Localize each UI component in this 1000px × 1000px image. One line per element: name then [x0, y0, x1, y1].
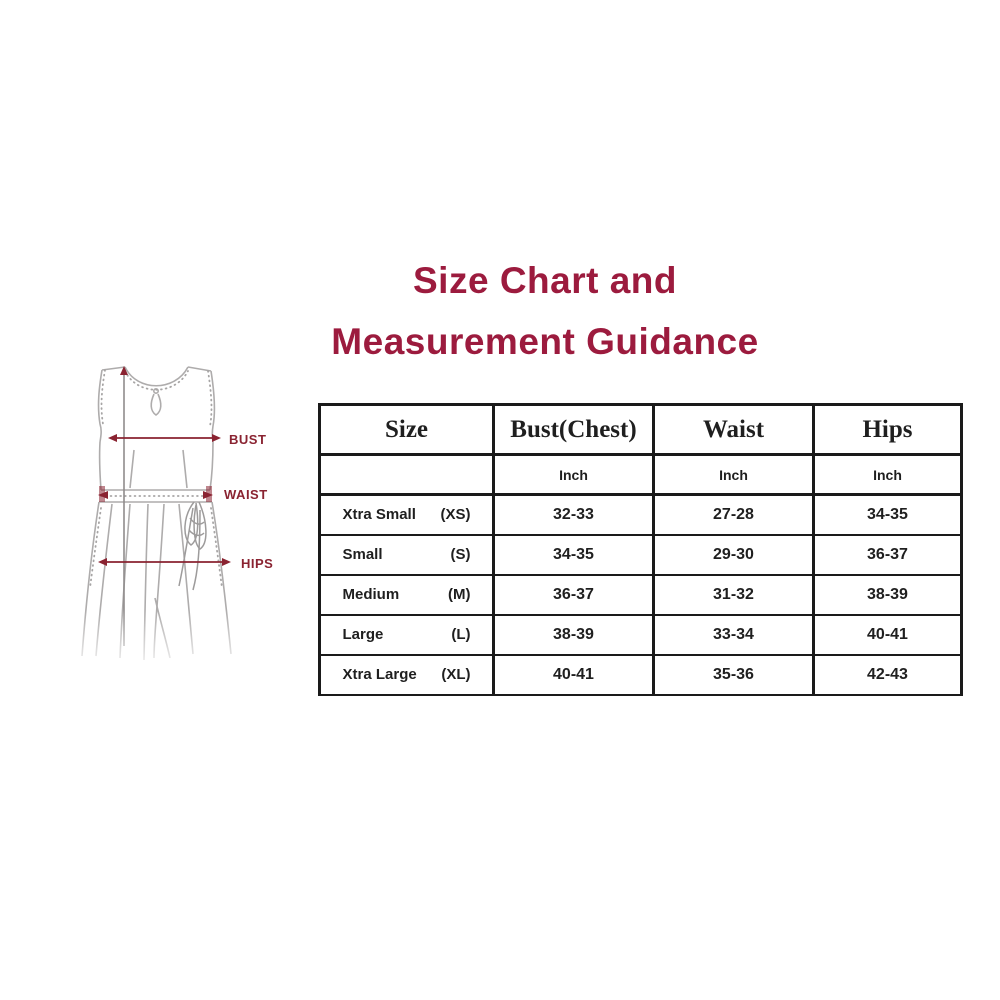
sketch-fade [72, 610, 324, 678]
waist-cell: 29-30 [654, 535, 814, 575]
bust-measure-arrow [108, 434, 221, 442]
size-name: Large [342, 626, 384, 643]
size-name: Medium [342, 586, 400, 603]
waist-cell: 31-32 [654, 575, 814, 615]
waist-cell: 27-28 [654, 495, 814, 535]
size-abbr: (XS) [440, 506, 471, 524]
table-row-s [320, 535, 962, 575]
size-abbr: (S) [450, 546, 471, 563]
bust-cell: 36-37 [494, 575, 654, 615]
size-abbr: (L) [451, 626, 471, 643]
table-header-row [320, 405, 962, 455]
hips-cell: 42-43 [814, 655, 962, 695]
waist-measure-arrow [98, 486, 213, 502]
dress-stitch-trim [90, 370, 222, 588]
table-row-l [320, 615, 962, 655]
size-cell [320, 575, 494, 615]
bust-cell: 34-35 [494, 535, 654, 575]
table-row-xs [320, 495, 962, 535]
size-table [318, 403, 963, 696]
col-header-size: Size [320, 405, 494, 455]
waist-cell: 33-34 [654, 615, 814, 655]
bust-label: BUST [229, 432, 267, 447]
table-unit-row [320, 455, 962, 495]
size-cell [320, 655, 494, 695]
size-cell [320, 615, 494, 655]
hips-cell: 38-39 [814, 575, 962, 615]
bust-cell: 38-39 [494, 615, 654, 655]
size-name: Small [342, 546, 383, 563]
hips-measure-arrow [98, 558, 231, 566]
col-header-bust: Bust(Chest) [494, 405, 654, 455]
size-abbr: (M) [448, 586, 471, 603]
col-header-hips: Hips [814, 405, 962, 455]
size-abbr: (XL) [441, 666, 471, 683]
hips-cell: 40-41 [814, 615, 962, 655]
bust-cell: 32-33 [494, 495, 654, 535]
size-cell [320, 535, 494, 575]
size-name: Xtra Small [342, 506, 416, 524]
waist-cell: 35-36 [654, 655, 814, 695]
table-row-m [320, 575, 962, 615]
page-title [90, 250, 1000, 372]
dress-measurement-diagram [72, 358, 324, 678]
unit-size-cell [320, 455, 494, 495]
unit-bust-cell: Inch [494, 455, 654, 495]
hips-cell: 34-35 [814, 495, 962, 535]
unit-waist-cell: Inch [654, 455, 814, 495]
col-header-waist: Waist [654, 405, 814, 455]
unit-hips-cell: Inch [814, 455, 962, 495]
title-line-1: Size Chart and [413, 260, 677, 301]
title-line-2: Measurement Guidance [331, 321, 759, 362]
bust-cell: 40-41 [494, 655, 654, 695]
waist-label: WAIST [224, 487, 268, 502]
size-cell [320, 495, 494, 535]
table-row-xl [320, 655, 962, 695]
size-name: Xtra Large [342, 666, 417, 683]
hips-cell: 36-37 [814, 535, 962, 575]
length-measure-line [120, 366, 128, 646]
hips-label: HIPS [241, 556, 274, 571]
